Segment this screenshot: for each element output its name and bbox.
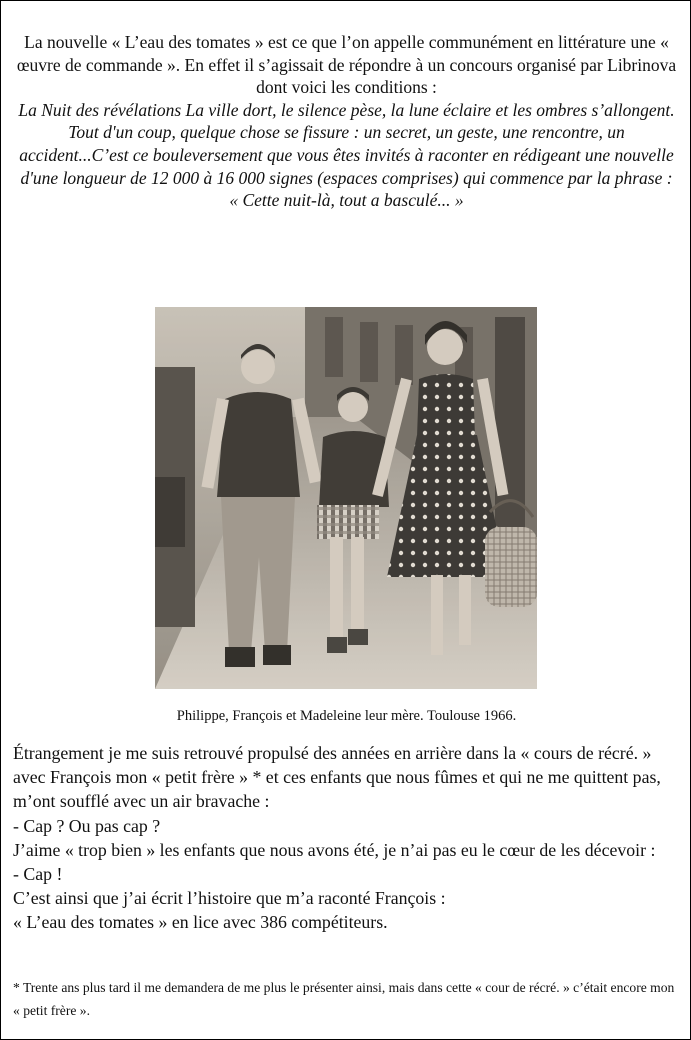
story-dialogue-line: - Cap ! [13, 864, 63, 885]
intro-section [15, 31, 678, 212]
story-dialogue-line: - Cap ? Ou pas cap ? [13, 815, 161, 836]
contest-opening-sentence: « Cette nuit-là, tout a basculé... » [229, 190, 464, 211]
contest-conditions-quote: La Nuit des révélations La ville dort, le silence pèse, la lune éclaire et les ombres s’allongent. Tout d'un coup, quelque chose se fissure : un secret, un geste, une rencontre, un accident...C’est ce bouleversement que vous êtes invités à raconter en rédigeant une nouvelle d'une longueur de 12 000 à 16 000 signes (espaces comprises) qui commence par la phrase : [18, 99, 675, 188]
story-paragraph: « L’eau des tomates » en lice avec 386 compétiteurs. [13, 912, 388, 933]
family-photo [155, 307, 537, 689]
family-photo-illustration [155, 307, 537, 689]
story-section [13, 741, 685, 935]
photo-caption: Philippe, François et Madeleine leur mère. Toulouse 1966. [176, 708, 517, 724]
story-paragraph: C’est ainsi que j’ai écrit l’histoire que m’a raconté François : [13, 888, 446, 909]
story-paragraph: Étrangement je me suis retrouvé propulsé des années en arrière dans la « cours de récré. » avec François mon « petit frère » * et ces enfants que nous fûmes et qui ne me quittent pas, m’ont soufflé avec un air bravache : [13, 743, 661, 812]
footnote: * Trente ans plus tard il me demandera de me plus le présenter ainsi, mais dans cette « cour de récré. » c’était encore mon « petit frère ». [13, 980, 675, 1018]
intro-lead: La nouvelle « L’eau des tomates » est ce que l’on appelle communément en littérature une « œuvre de commande ». En effet il s’agissait de répondre à un concours organisé par Librinova dont voici les conditions : [16, 32, 677, 98]
story-paragraph: J’aime « trop bien » les enfants que nous avons été, je n’ai pas eu le cœur de les décevoir : [13, 839, 656, 860]
